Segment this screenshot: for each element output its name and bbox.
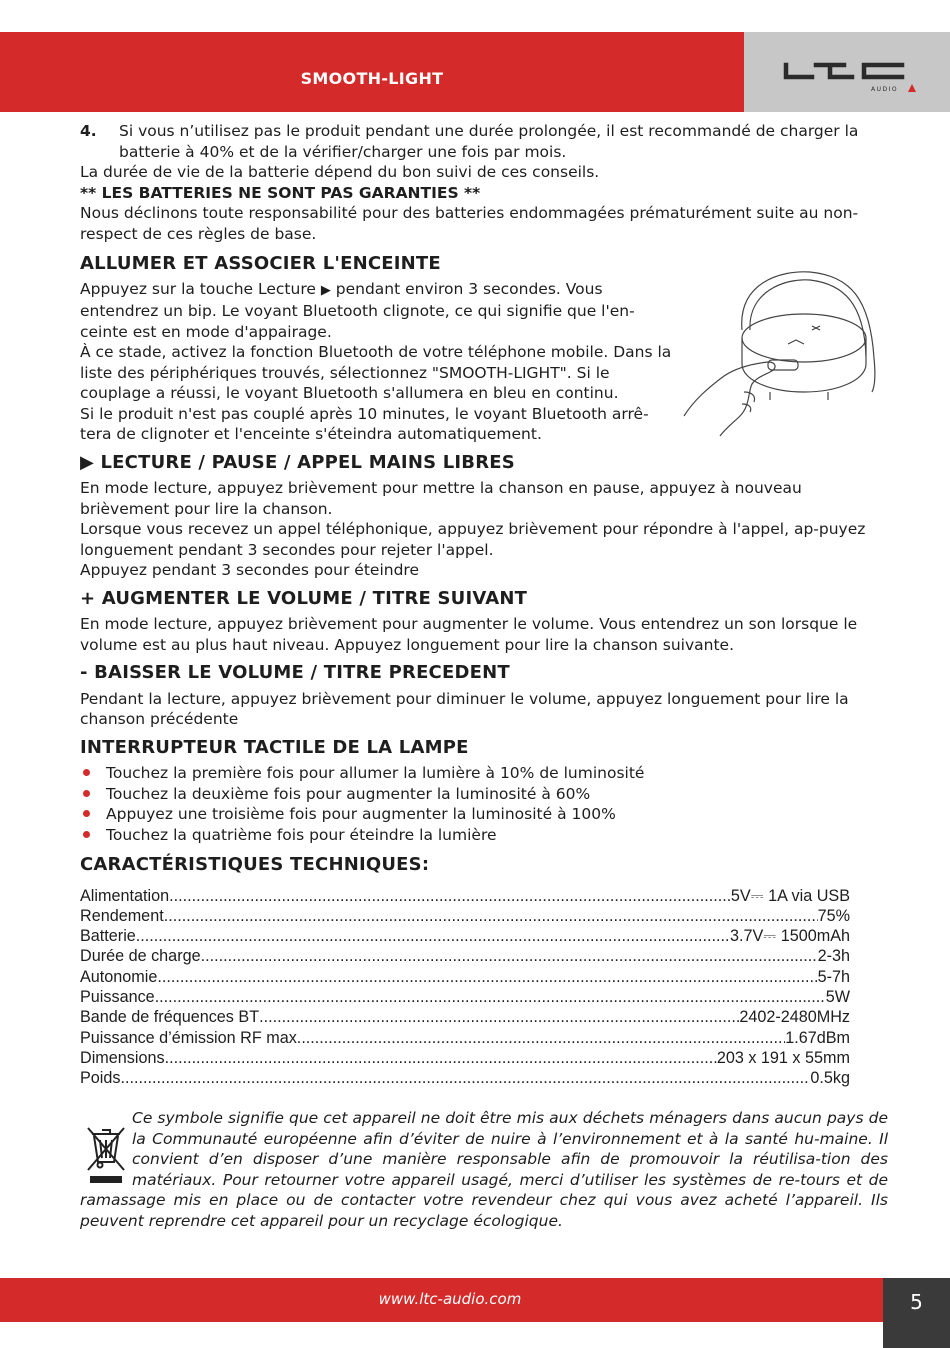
section-heading-allumer: ALLUMER ET ASSOCIER L'ENCEINTE	[80, 253, 441, 274]
spec-row: Bande de fréquences BT ..... 2402-2480MHz	[80, 1007, 850, 1027]
ltc-audio-logo-icon	[744, 32, 950, 112]
spec-row: Puissance ..... 5W	[80, 987, 850, 1007]
lecture-paragraph-2: Lorsque vous recevez un appel téléphonique, appuyez brièvement pour répondre à l'appel, ap-puyez longuement pendant 3 secondes pour rejeter l'appel.	[80, 520, 866, 559]
list-item: Touchez la première fois pour allumer la lumière à 10% de luminosité	[80, 763, 886, 784]
speaker-lamp-hand-illustration-icon	[680, 268, 880, 448]
spec-row: Dimensions ..... 203 x 191 x 55mm	[80, 1048, 850, 1068]
section-heading-specs: CARACTÉRISTIQUES TECHNIQUES:	[80, 854, 430, 875]
allumer-paragraph-1: Appuyez sur la touche Lecture ▶ pendant environ 3 secondes. Vous entendrez un bip. Le voyant Bluetooth clignote, ce qui signifie que l'en-ceinte est en mode d'appairage.	[80, 279, 635, 341]
spec-row: Rendement ..... 75%	[80, 906, 850, 926]
spec-row: Durée de charge ..... 2-3h	[80, 946, 850, 966]
battery-tip-4	[80, 121, 886, 162]
battery-tip-text: Si vous n’utilisez pas le produit pendant une durée prolongée, il est recommandé de charger la batterie à 40% et de la vérifier/charger une fois par mois.	[119, 122, 859, 161]
spec-row: Poids ..... 0.5kg	[80, 1068, 850, 1088]
main-content	[80, 121, 886, 1088]
spec-row: Alimentation ..... 5V⎓ 1A via USB	[80, 886, 850, 906]
battery-tip-number: 4.	[80, 122, 97, 140]
page-number: 5	[883, 1278, 950, 1348]
logo-box	[744, 32, 950, 112]
battery-life-note: La durée de vie de la batterie dépend du bon suivi de ces conseils.	[80, 163, 600, 181]
list-item: Appuyez une troisième fois pour augmenter la luminosité à 100%	[80, 804, 886, 825]
spec-table	[80, 886, 850, 1089]
logo-text: AUDIO	[871, 86, 899, 93]
warranty-text: Nous déclinons toute responsabilité pour des batteries endommagées prématurément suite au non-respect de ces règles de base.	[80, 204, 859, 243]
list-item: Touchez la quatrième fois pour éteindre la lumière	[80, 825, 886, 846]
footer-website-link[interactable]: www.ltc-audio.com	[378, 1290, 522, 1308]
header-title: SMOOTH-LIGHT	[300, 69, 444, 88]
crossed-out-wheelie-bin-icon	[80, 1108, 132, 1190]
weee-notice	[80, 1108, 888, 1231]
volume-down-paragraph: Pendant la lecture, appuyez brièvement pour diminuer le volume, appuyez longuement pour lire la chanson précédente	[80, 689, 849, 728]
spec-row: Autonomie ..... 5-7h	[80, 967, 850, 987]
weee-text: Ce symbole signifie que cet appareil ne doit être mis aux déchets ménagers dans aucun pays de la Communauté européenne afin d’éviter de nuire à l’environnement et à la santé hu-maine. Il convient d’en disposer d’une manière responsable afin de promouvoir la réutilisa-tion des matériaux. Pour retourner votre appareil usagé, merci d’utiliser les systèmes de re-tours et de ramassage mis en place ou de contacter votre revendeur chez qui vous avez acheté l’appareil. Ils peuvent reprendre cet appareil pour un recyclage écologique.	[80, 1109, 888, 1230]
section-heading-volume-down: - BAISSER LE VOLUME / TITRE PRECEDENT	[80, 662, 510, 683]
spec-row: Puissance d’émission RF max. ..... 1.67dBm	[80, 1028, 850, 1048]
play-icon: ▶	[320, 282, 331, 298]
lamp-list	[80, 763, 886, 845]
lecture-paragraph-3: Appuyez pendant 3 secondes pour éteindre	[80, 561, 419, 579]
allumer-text	[80, 279, 680, 445]
spec-row: Batterie ..... 3.7V⎓ 1500mAh	[80, 926, 850, 946]
allumer-paragraph-3: Si le produit n'est pas couplé après 10 minutes, le voyant Bluetooth arrê-tera de clignoter et l'enceinte s'éteindra automatiquement.	[80, 404, 649, 443]
section-heading-lecture: ▶ LECTURE / PAUSE / APPEL MAINS LIBRES	[80, 451, 515, 473]
volume-up-paragraph: En mode lecture, appuyez brièvement pour augmenter le volume. Vous entendrez un son lorsque le volume est au plus haut niveau. Appuyez longuement pour lire la chanson suivante.	[80, 615, 858, 654]
allumer-paragraph-2: À ce stade, activez la fonction Bluetooth de votre téléphone mobile. Dans la liste des périphériques trouvés, sélectionnez "SMOOTH-LIGHT". Si le couplage a réussi, le voyant Bluetooth s'allumera en bleu en continu.	[80, 343, 672, 402]
section-heading-volume-up: + AUGMENTER LE VOLUME / TITRE SUIVANT	[80, 587, 528, 609]
section-heading-lamp: INTERRUPTEUR TACTILE DE LA LAMPE	[80, 736, 469, 758]
list-item: Touchez la deuxième fois pour augmenter la luminosité à 60%	[80, 784, 886, 805]
warranty-heading: ** LES BATTERIES NE SONT PAS GARANTIES **	[80, 183, 481, 202]
lecture-paragraph-1: En mode lecture, appuyez brièvement pour mettre la chanson en pause, appuyez à nouveau brièvement pour lire la chanson.	[80, 479, 802, 518]
